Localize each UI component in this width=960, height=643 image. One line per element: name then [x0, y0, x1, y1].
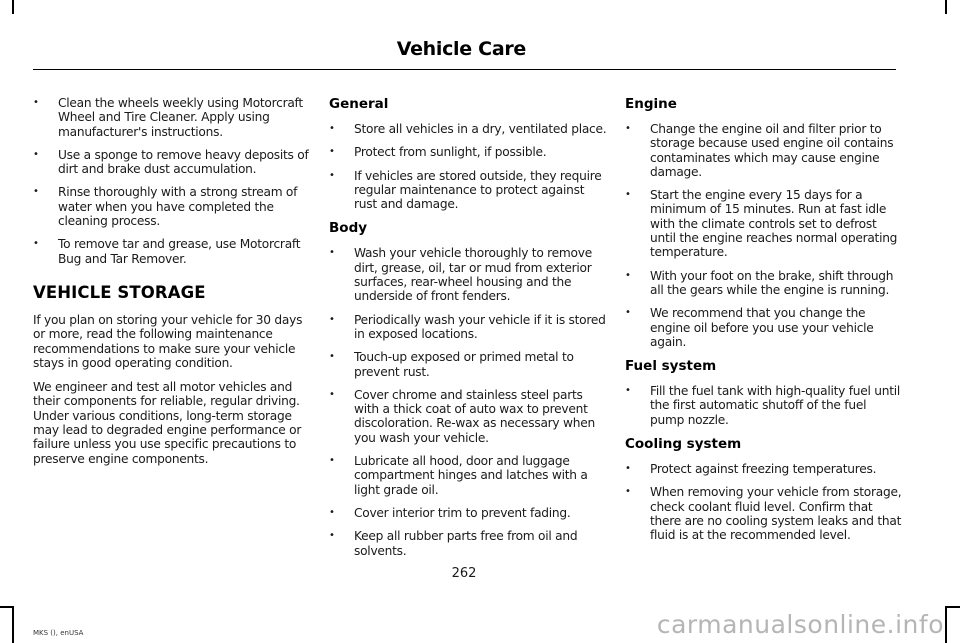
body-heading: Body	[329, 220, 368, 237]
list-item: • Use a sponge to remove heavy deposits of dirt and brake dust accumulation.	[33, 148, 311, 177]
engine-list	[625, 122, 903, 349]
crop-mark	[945, 606, 947, 643]
watermark: carmanualsonline.info	[656, 610, 944, 639]
crop-mark	[0, 606, 14, 608]
fuel-system-heading: Fuel system	[625, 358, 717, 375]
list-item: • We recommend that you change the engine oil before you use your vehicle again.	[625, 306, 903, 349]
list-item: • Cover interior trim to prevent fading.	[329, 506, 607, 520]
vehicle-storage-heading: VEHICLE STORAGE	[33, 282, 206, 302]
page-number: 262	[451, 566, 477, 581]
storage-intro-paragraph: If you plan on storing your vehicle for 30 days or more, read the following maintenance recommendations to make sure your vehicle stays in good operating condition.	[33, 312, 303, 370]
list-item: • When removing your vehicle from storage, check coolant fluid level. Confirm that there are no cooling system leaks and that fluid is at the recommended level.	[625, 485, 903, 542]
crop-mark	[945, 0, 947, 14]
document-id: MKS (), enUSA	[33, 629, 84, 637]
list-item: • If vehicles are stored outside, they require regular maintenance to protect against rust and damage.	[329, 169, 607, 212]
list-item: • Cover chrome and stainless steel parts with a thick coat of auto wax to prevent discoloration. Re-wax as necessary when you wash your vehicle.	[329, 388, 607, 445]
list-item: • Touch-up exposed or primed metal to prevent rust.	[329, 350, 607, 379]
list-item: • Store all vehicles in a dry, ventilated place.	[329, 122, 607, 136]
general-list	[329, 122, 607, 211]
list-item: • Lubricate all hood, door and luggage compartment hinges and latches with a light grade oil.	[329, 454, 607, 497]
crop-mark	[12, 606, 14, 643]
column-3	[625, 96, 903, 552]
storage-engineering-paragraph: We engineer and test all motor vehicles and their components for reliable, regular driving. Under various conditions, long-term storage may lead to degraded engine performance or failure unless you use specific precautions to preserve engine components.	[33, 380, 302, 466]
engine-heading: Engine	[625, 96, 677, 112]
body-list	[329, 246, 607, 557]
list-item: • Keep all rubber parts free from oil and solvents.	[329, 529, 607, 558]
list-item: • Periodically wash your vehicle if it is stored in exposed locations.	[329, 313, 607, 342]
list-item: • Wash your vehicle thoroughly to remove dirt, grease, oil, tar or mud from exterior surfaces, rear-wheel housing and the underside of front fenders.	[329, 246, 607, 303]
list-item: • Protect against freezing temperatures.	[625, 462, 903, 476]
list-item: • Fill the fuel tank with high-quality fuel until the first automatic shutoff of the fuel pump nozzle.	[625, 384, 903, 427]
general-heading: General	[329, 96, 389, 112]
crop-mark	[945, 606, 960, 608]
list-item: • Protect from sunlight, if possible.	[329, 145, 607, 159]
list-item: • With your foot on the brake, shift through all the gears while the engine is running.	[625, 269, 903, 298]
wheel-cleaning-list	[33, 96, 311, 266]
column-1	[33, 96, 311, 476]
crop-mark	[12, 0, 14, 14]
fuel-system-list	[625, 384, 903, 427]
list-item: • Rinse thoroughly with a strong stream of water when you have completed the cleaning process.	[33, 185, 311, 228]
list-item: • Change the engine oil and filter prior to storage because used engine oil contains contaminates which may cause engine damage.	[625, 122, 903, 179]
page-header-title: Vehicle Care	[396, 38, 526, 60]
cooling-system-list	[625, 462, 903, 542]
column-2	[329, 96, 607, 567]
cooling-system-heading: Cooling system	[625, 436, 742, 453]
list-item: • Clean the wheels weekly using Motorcraft Wheel and Tire Cleaner. Apply using manufacturer's instructions.	[33, 96, 311, 139]
list-item: • Start the engine every 15 days for a minimum of 15 minutes. Run at fast idle with the climate controls set to defrost until the engine reaches normal operating temperature.	[625, 188, 903, 259]
list-item: • To remove tar and grease, use Motorcraft Bug and Tar Remover.	[33, 237, 311, 266]
header-divider	[33, 69, 896, 70]
